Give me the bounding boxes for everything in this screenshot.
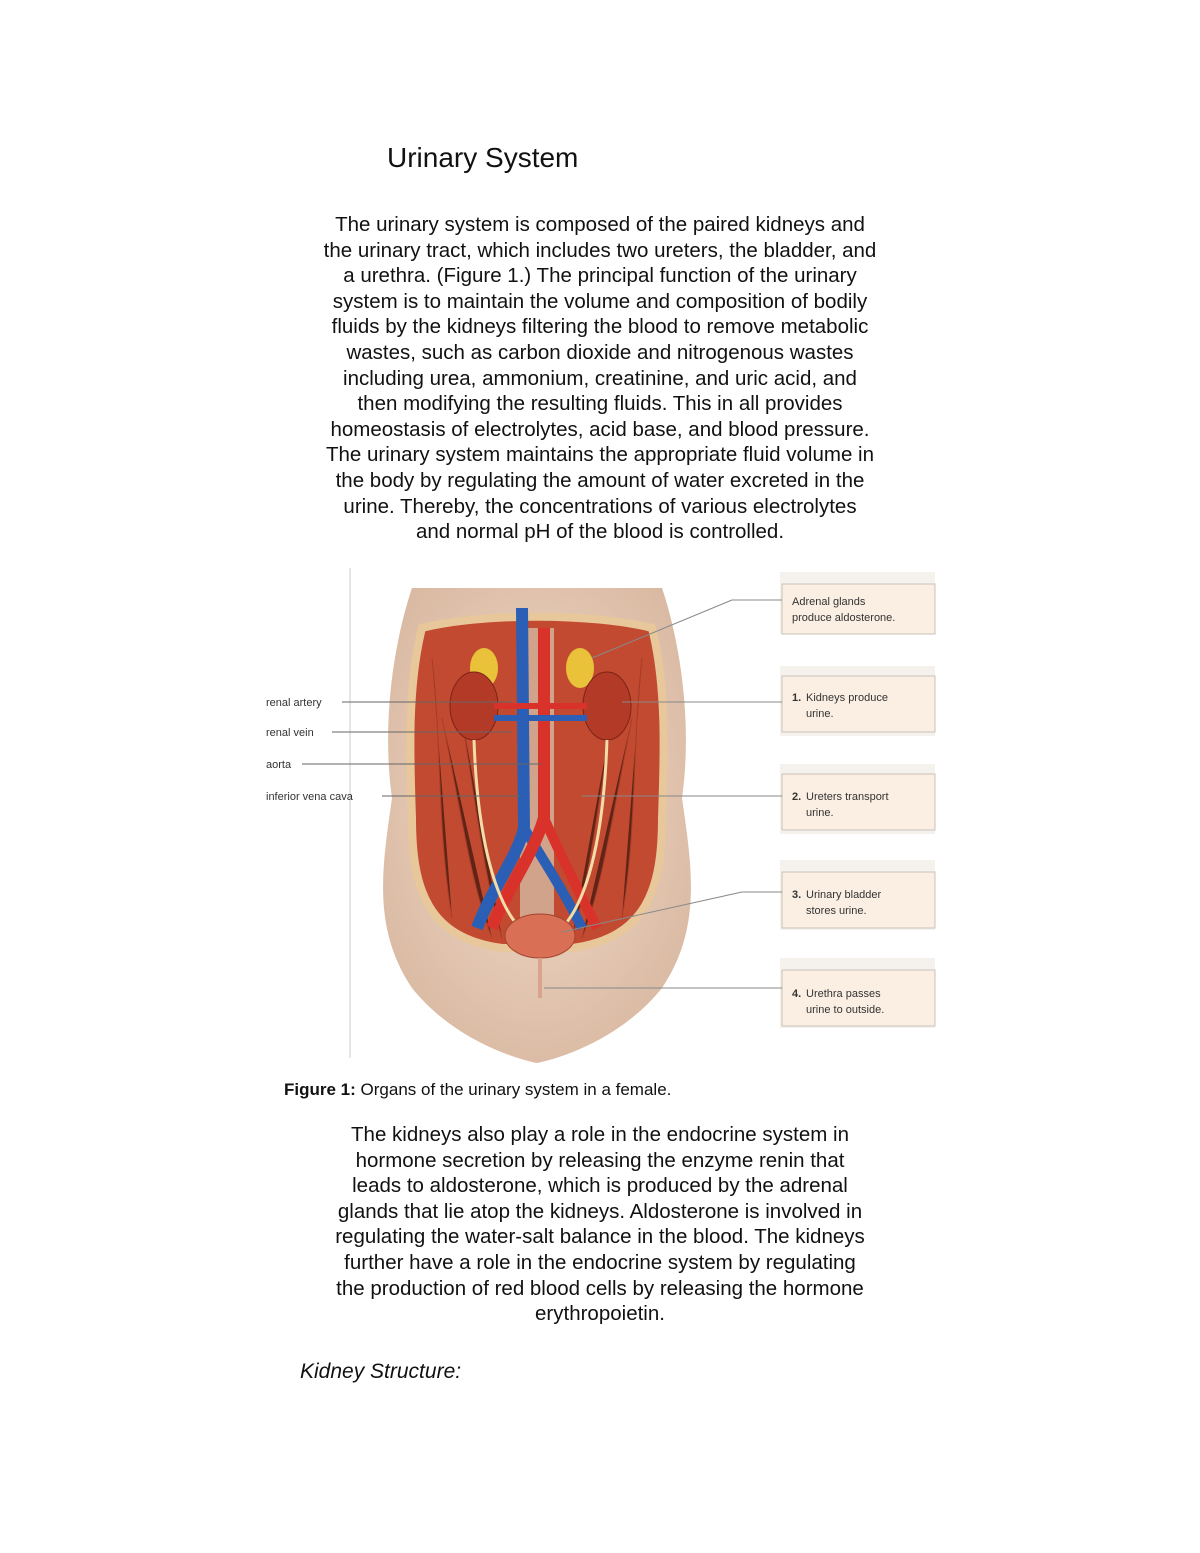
svg-text:stores urine.: stores urine. [806, 905, 867, 917]
paragraph-line: further have a role in the endocrine system by regulating [344, 1250, 856, 1274]
svg-text:Urinary bladder: Urinary bladder [806, 889, 882, 901]
svg-text:Urethra passes: Urethra passes [806, 988, 881, 1000]
label-aorta: aorta [266, 759, 292, 771]
svg-text:1.: 1. [792, 692, 802, 704]
paragraph-line: erythropoietin. [535, 1302, 665, 1326]
paragraph-line: homeostasis of electrolytes, acid base, and blood pressure. [330, 417, 870, 441]
figure-caption [284, 1080, 671, 1100]
paragraph-line: and normal pH of the blood is controlled. [415, 520, 785, 544]
paragraph-line: the production of red blood cells by releasing the hormone [336, 1276, 864, 1300]
paragraph-line: system is to maintain the volume and composition of bodily [332, 289, 868, 313]
paragraph-line: a urethra. (Figure 1.) The principal function of the urinary [343, 264, 857, 288]
svg-text:4.: 4. [792, 988, 802, 1000]
label-inferior-vena-cava: inferior vena cava [266, 791, 353, 803]
svg-text:2.: 2. [792, 791, 802, 803]
svg-text:Kidneys produce: Kidneys produce [806, 692, 888, 704]
paragraph-line: the urinary tract, which includes two ureters, the bladder, and [323, 238, 877, 262]
paragraph-line: glands that lie atop the kidneys. Aldosterone is involved in [337, 1199, 863, 1223]
caption-text: Organs of the urinary system in a female. [355, 1080, 672, 1099]
paragraph-line: then modifying the resulting fluids. This in all provides [357, 392, 843, 416]
paragraph-line: The urinary system is composed of the paired kidneys and [335, 213, 865, 236]
endocrine-paragraph [270, 1122, 930, 1327]
paragraph-line: The urinary system maintains the appropriate fluid volume in [325, 443, 875, 467]
label-renal-vein: renal vein [266, 727, 314, 739]
svg-text:urine to outside.: urine to outside. [806, 1004, 885, 1016]
page-title: Urinary System [387, 142, 579, 173]
label-renal-artery: renal artery [266, 697, 322, 709]
urinary-bladder [505, 914, 575, 958]
svg-text:3.: 3. [792, 889, 802, 901]
svg-text:Adrenal glands: Adrenal glands [792, 596, 866, 608]
paragraph-line: regulating the water-salt balance in the blood. The kidneys [335, 1225, 865, 1249]
paragraph-line: urine. Thereby, the concentrations of various electrolytes [343, 494, 857, 518]
paragraph-line: including urea, ammonium, creatinine, and uric acid, and [343, 366, 857, 390]
svg-text:urine.: urine. [806, 708, 834, 720]
paragraph-line: the body by regulating the amount of water excreted in the [335, 468, 865, 492]
anatomy-illustration [262, 568, 937, 1078]
urinary-system-figure [262, 568, 937, 1078]
right-kidney [583, 672, 631, 740]
paragraph-line: fluids by the kidneys filtering the blood to remove metabolic [331, 315, 869, 339]
svg-text:produce aldosterone.: produce aldosterone. [792, 612, 896, 624]
svg-text:Ureters transport: Ureters transport [806, 791, 889, 803]
paragraph-line: leads to aldosterone, which is produced by the adrenal [352, 1174, 848, 1198]
svg-text:urine.: urine. [806, 807, 834, 819]
intro-paragraph [270, 212, 930, 545]
section-subheading: Kidney Structure: [300, 1360, 462, 1383]
paragraph-line: The kidneys also play a role in the endocrine system in [351, 1123, 849, 1146]
left-kidney [450, 672, 498, 740]
paragraph-line: wastes, such as carbon dioxide and nitrogenous wastes [346, 340, 854, 364]
paragraph-line: hormone secretion by releasing the enzyme renin that [355, 1148, 845, 1172]
caption-label: Figure 1: [284, 1080, 356, 1099]
